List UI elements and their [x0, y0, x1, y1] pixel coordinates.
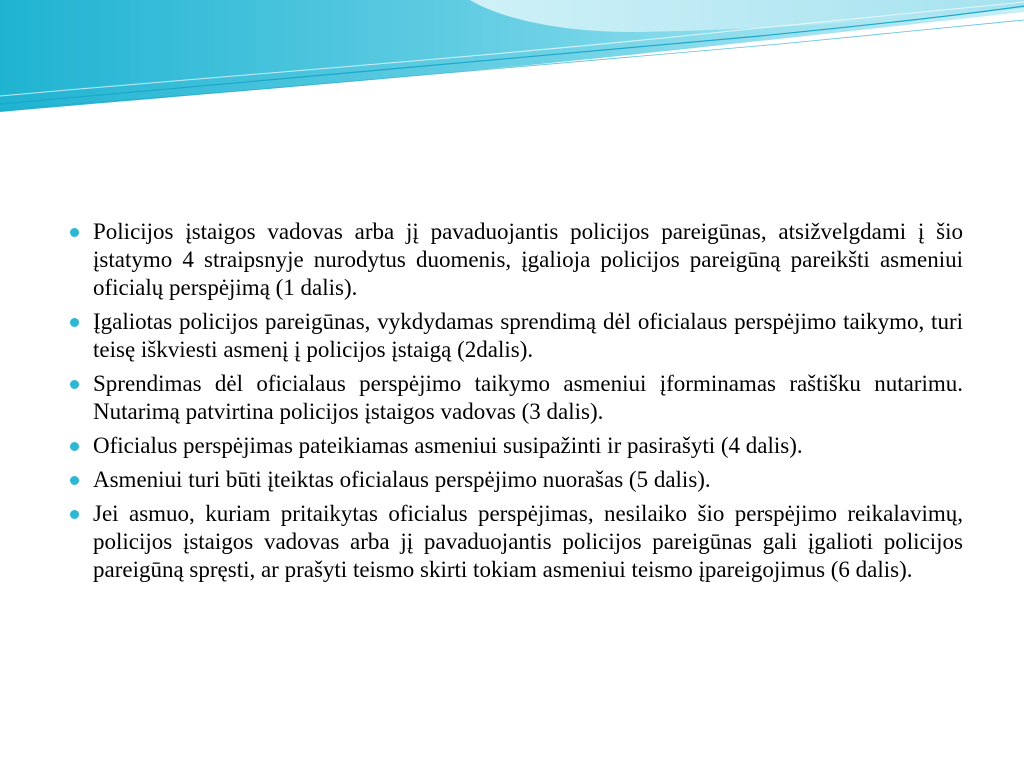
bullet-text: Sprendimas dėl oficialaus perspėjimo taikymo asmeniui įforminamas raštišku nutarimu. Nutarimą patvirtina policijos įstaigos vadovas (3 dalis).	[93, 371, 963, 424]
list-item	[68, 466, 963, 494]
list-item	[68, 370, 963, 426]
list-item	[68, 308, 963, 364]
slide-body	[68, 218, 963, 590]
bullet-text: Įgaliotas policijos pareigūnas, vykdydamas sprendimą dėl oficialaus perspėjimo taikymo, turi teisę iškviesti asmenį į policijos įstaigą (2dalis).	[93, 309, 963, 362]
bullet-text: Oficialus perspėjimas pateikiamas asmeniui susipažinti ir pasirašyti (4 dalis).	[93, 433, 803, 458]
bullet-text: Jei asmuo, kuriam pritaikytas oficialus perspėjimas, nesilaiko šio perspėjimo reikalavimų, policijos įstaigos vadovas arba jį pavaduojantis policijos pareigūnas gali įgalioti policijos pareigūną spręsti, ar prašyti teismo skirti tokiam asmeniui teismo įpareigojimus (6 dalis).	[93, 501, 963, 582]
list-item	[68, 500, 963, 584]
bullet-icon	[70, 228, 79, 237]
bullet-list	[68, 218, 963, 584]
bullet-icon	[70, 510, 79, 519]
bullet-text: Policijos įstaigos vadovas arba jį pavaduojantis policijos pareigūnas, atsižvelgdami į šio įstatymo 4 straipsnyje nurodytus duomenis, įgalioja policijos pareigūną pareikšti asmeniui oficialų perspėjimą (1 dalis).	[93, 219, 963, 300]
bullet-icon	[70, 442, 79, 451]
bullet-icon	[70, 318, 79, 327]
list-item	[68, 218, 963, 302]
bullet-icon	[70, 476, 79, 485]
bullet-icon	[70, 380, 79, 389]
header-wave-decoration	[0, 0, 1024, 130]
bullet-text: Asmeniui turi būti įteiktas oficialaus perspėjimo nuorašas (5 dalis).	[93, 467, 711, 492]
list-item	[68, 432, 963, 460]
